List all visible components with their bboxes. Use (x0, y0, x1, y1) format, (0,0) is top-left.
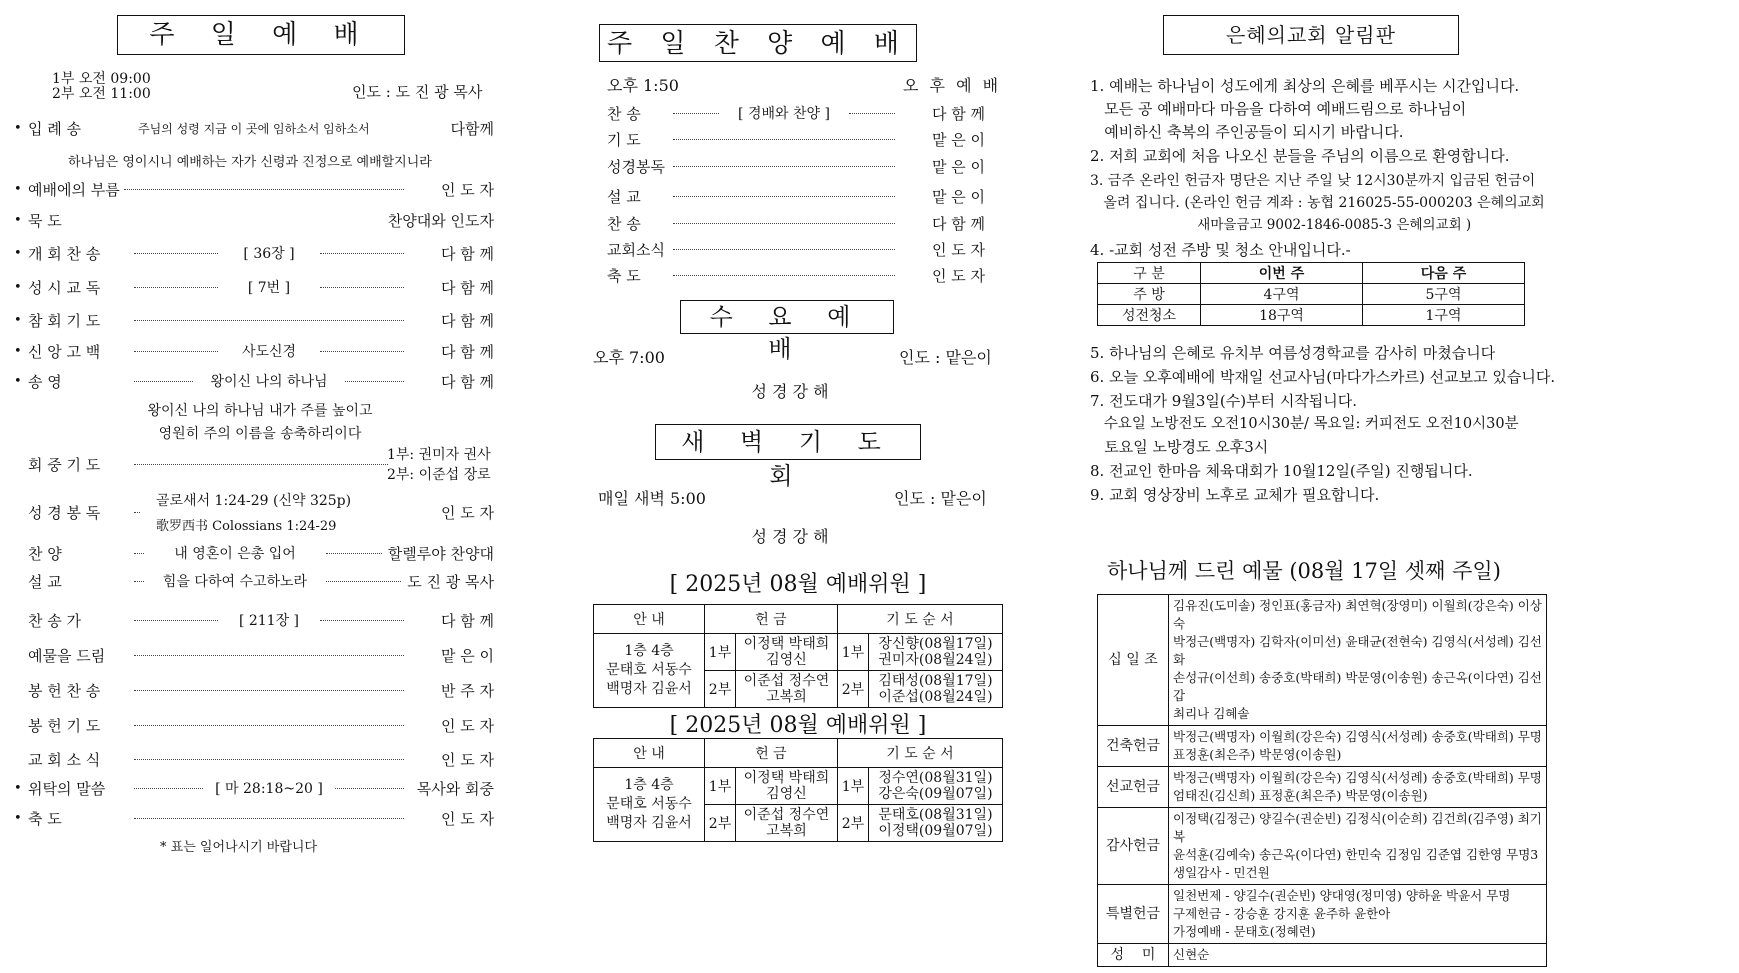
bullet-icon: • (14, 810, 22, 826)
order-item (14, 339, 494, 363)
leader-dots (673, 249, 895, 250)
notice-line: 2. 저희 교회에 처음 나오신 분들을 주님의 이름으로 환영합니다. (1090, 147, 1510, 165)
item-label: 찬 송 (607, 104, 641, 123)
item-mid: 왕이신 나의 하나님 (210, 374, 328, 390)
dawn-title: 새 벽 기 도 회 (655, 424, 921, 460)
leader-dots (134, 725, 404, 726)
leader-dots (134, 351, 218, 352)
prayer-1: 1부: 권미자 권사 (387, 447, 491, 463)
order-item (14, 177, 494, 201)
offering-label: 십 일 조 (1098, 595, 1169, 726)
leader-dots (134, 690, 404, 691)
item-label: 찬 양 (28, 544, 62, 563)
offering-names: 김유진(도미솔) 정인표(홍금자) 최연혁(장영미) 이월희(강은숙) 이상숙 박정근(백명자) 김학자(이미선) 윤태균(전현숙) 김영식(서성례) 김선화 손성규(이선희) 송중호(박태희) 박문영(이송원) 송근옥(이다연) 김선갑 최리나 김혜솔 (1169, 595, 1547, 726)
order-item (14, 241, 494, 265)
bullet-icon: • (14, 373, 22, 389)
item-label: 위탁의 말씀 (28, 779, 106, 798)
notice-line: 8. 전교인 한마음 체육대회가 10월12일(주일) 진행됩니다. (1090, 462, 1473, 480)
item-right: 다 함 께 (931, 104, 985, 123)
pm-item (607, 101, 985, 125)
offering-label: 특별헌금 (1098, 885, 1169, 944)
item-mid: [ 36장 ] (243, 246, 295, 262)
choir-row (14, 541, 494, 565)
leader-dots (326, 581, 401, 582)
pm-item (607, 211, 985, 235)
notice-line: 수요일 노방전도 오전10시30분/ 목요일: 커피전도 오전10시30분 (1090, 416, 1519, 432)
item-label: 교 회 소 식 (28, 750, 101, 769)
entrance-row (14, 116, 494, 140)
offering-names: 일천번제 - 양길수(권순빈) 양대영(정미영) 양하윤 박윤서 무명 구제헌금 - 강승훈 강지훈 윤주하 윤한아 가정예배 - 문태호(정혜련) (1169, 885, 1547, 944)
leader-dots (124, 189, 404, 190)
order-item (14, 308, 494, 332)
col-header: 헌 금 (705, 605, 838, 634)
notice-line: 3. 금주 온라인 헌금자 명단은 지난 주일 낮 12시30분까지 입금된 헌금이 (1090, 173, 1536, 189)
item-label: 축 도 (28, 809, 62, 828)
dawn-sub: 성 경 강 해 (751, 527, 829, 546)
item-right: 인 도 자 (440, 180, 494, 199)
notice-line: 4. -교회 성전 주방 및 청소 안내입니다.- (1090, 241, 1351, 259)
pm-label: 오 후 예 배 (903, 76, 1002, 95)
offering-label: 감사헌금 (1098, 808, 1169, 885)
item-label: 기 도 (607, 130, 641, 149)
leader-dots (134, 553, 144, 554)
leader-dots (320, 351, 404, 352)
col1-title: 주 일 예 배 (117, 15, 405, 55)
leader-dots (134, 620, 218, 621)
prayer-cell: 장신향(08월17일) 권미자(08월24일) (868, 634, 1002, 671)
wed-sub: 성 경 강 해 (751, 382, 829, 401)
item-label: 교회소식 (607, 240, 665, 259)
item-right: 맡 은 이 (440, 646, 494, 665)
offering-names: 이정택(김정근) 양길수(권순빈) 김정식(이순희) 김건희(김주영) 최기복 윤석훈(김예숙) 송근옥(이다연) 한민숙 김정임 김준엽 김한영 무명3 생일감사 - 민건원 (1169, 808, 1547, 885)
leader-dots (134, 512, 140, 513)
item-right: 다 함 께 (440, 278, 494, 297)
leader-dots (134, 818, 404, 819)
footnote: * 표는 일어나시기 바랍니다 (160, 840, 318, 855)
leader-dots (320, 620, 404, 621)
leader-dots (134, 253, 218, 254)
leader-dots (134, 759, 404, 760)
item-right: 다 함 께 (440, 244, 494, 263)
pm-item (607, 237, 985, 261)
offer-cell: 이준섭 정수연 고복희 (736, 671, 838, 708)
item-right: 맡 은 이 (931, 130, 985, 149)
offer-cell: 이준섭 정수연 고복희 (736, 805, 838, 842)
order-item (14, 713, 494, 737)
leader-dots (134, 655, 404, 656)
notice-line: 9. 교회 영상장비 노후로 교체가 필요합니다. (1090, 486, 1380, 504)
item-mid: [ 211장 ] (238, 613, 300, 629)
item-mid: [ 경배와 찬양 ] (738, 106, 830, 122)
item-label: 설 교 (607, 187, 641, 206)
item-label: 묵 도 (28, 211, 62, 230)
item-label: 회 중 기 도 (28, 455, 101, 474)
item-label: 찬 송 가 (28, 611, 82, 630)
prayer-cell: 문태호(08월31일) 이정택(09월07일) (868, 805, 1002, 842)
item-label: 예물을 드림 (28, 646, 106, 665)
item-right: 다 함 께 (440, 311, 494, 330)
leader-dots (673, 139, 895, 140)
committee-title-2: [ 2025년 08월 예배위원 ] (669, 713, 927, 738)
col-header: 헌 금 (705, 739, 838, 768)
offer-cell: 이정택 박태희 김영신 (736, 768, 838, 805)
offering-table (1097, 594, 1547, 967)
committee-title: [ 2025년 08월 예배위원 ] (669, 572, 927, 597)
item-mid: 내 영혼이 은총 입어 (174, 546, 296, 562)
praise-line: 영원히 주의 이름을 송축하리이다 (158, 426, 362, 442)
col-header: 안 내 (594, 739, 705, 768)
item-right: 반 주 자 (440, 681, 494, 700)
leader-dots (134, 320, 404, 321)
time-2: 2부 오전 11:00 (52, 86, 151, 102)
col-header: 이번 주 (1201, 263, 1363, 284)
benediction-row (14, 806, 494, 830)
leader-dots (320, 287, 404, 288)
item-label: 송 영 (28, 372, 62, 391)
verse: 하나님은 영이시니 예배하는 자가 신령과 진정으로 예배할지니라 (68, 155, 432, 170)
leader-dots (345, 381, 404, 382)
item-right: 목사와 회중 (416, 779, 494, 798)
committee-table-2: 안 내 헌 금 기 도 순 서 1층 4층 문태호 서동수 백명자 김윤서 1부 이정택 박태희 김영신 1부 정수연(08월31일) 강은숙(09월07일) 2부 이준섭 정수연 고복희 2부 문태호(08월31일) 이정택(09월07일) (593, 738, 1003, 842)
item-right: 맡 은 이 (931, 157, 985, 176)
leader-dots (134, 287, 218, 288)
item-label: 입 례 송 (28, 119, 82, 138)
pm-item (607, 127, 985, 151)
offering-label: 선교헌금 (1098, 767, 1169, 808)
bullet-icon: • (14, 279, 22, 295)
notice-line: 5. 하나님의 은혜로 유치부 여름성경학교를 감사히 마쳤습니다 (1090, 344, 1496, 362)
order-item (14, 608, 494, 632)
prayer-cell: 김태성(08월17일) 이준섭(08월24일) (868, 671, 1002, 708)
pm-item (607, 263, 985, 287)
leader-dots (335, 788, 404, 789)
notice-line: 7. 전도대가 9월3일(수)부터 시작됩니다. (1090, 392, 1358, 410)
pm-time: 오후 1:50 (607, 76, 679, 95)
praise-line: 왕이신 나의 하나님 내가 주를 높이고 (147, 403, 373, 419)
col-header: 기 도 순 서 (837, 605, 1002, 634)
leader-dots (673, 196, 895, 197)
wed-time: 오후 7:00 (593, 348, 665, 367)
offering-names: 박정근(백명자) 이월희(강은숙) 김영식(서성례) 송중호(박태희) 무명 엄태진(김신희) 표정훈(최은주) 박문영(이송원) (1169, 767, 1547, 808)
item-label: 성경봉독 (607, 157, 665, 176)
item-label: 성 시 교 독 (28, 278, 101, 297)
notice-line: 1. 예배는 하나님이 성도에게 최상의 은혜를 베푸시는 시간입니다. (1090, 77, 1520, 95)
bullet-icon: • (14, 780, 22, 796)
item-mid: 주님의 성령 지금 이 곳에 임하소서 임하소서 (138, 121, 370, 136)
col-header: 안 내 (594, 605, 705, 634)
scripture-ref: 골로새서 1:24-29 (신약 325p) (156, 493, 352, 509)
col2-title: 주 일 찬 양 예 배 (599, 24, 917, 62)
item-right: 다 함 께 (931, 214, 985, 233)
col-header: 기 도 순 서 (837, 739, 1002, 768)
notice-line: 모든 공 예배마다 마음을 다하여 예배드림으로 하나님이 (1090, 100, 1467, 118)
sermon-row (14, 569, 494, 593)
dawn-leader: 인도 : 맡은이 (894, 489, 987, 508)
item-right: 인 도 자 (440, 809, 494, 828)
leader-dots (673, 223, 895, 224)
bullet-icon: • (14, 343, 22, 359)
leader-dots (326, 553, 382, 554)
item-right: 도 진 광 목사 (407, 572, 494, 591)
item-right: 할렐루야 찬양대 (387, 544, 494, 563)
wed-leader: 인도 : 맡은이 (899, 348, 992, 367)
notice-line: 토요일 노방경도 오후3시 (1090, 438, 1269, 456)
item-label: 신 앙 고 백 (28, 342, 101, 361)
item-label: 참 회 기 도 (28, 311, 101, 330)
item-label: 개 회 찬 송 (28, 244, 101, 263)
item-right: 맡 은 이 (931, 187, 985, 206)
item-label: 봉 헌 찬 송 (28, 681, 101, 700)
item-mid: 힘을 다하여 수고하노라 (162, 574, 308, 590)
notice-line: 예비하신 축복의 주인공들이 되시기 바랍니다. (1090, 123, 1404, 141)
scripture-ref-cn: 歌罗西书 Colossians 1:24-29 (156, 519, 337, 534)
item-label: 찬 송 (607, 214, 641, 233)
offering-names: 신현순 (1169, 944, 1547, 967)
col-header: 다음 주 (1363, 263, 1525, 284)
bullet-icon: • (14, 120, 22, 136)
item-mid: 사도신경 (241, 344, 297, 360)
item-right: 인 도 자 (931, 266, 985, 285)
item-mid: [ 7번 ] (247, 280, 291, 296)
order-item (14, 369, 494, 393)
notice-line: 새마을금고 9002-1846-0085-3 은혜의교회 ) (1090, 217, 1472, 233)
item-right: 다 함 께 (440, 342, 494, 361)
dawn-time: 매일 새벽 5:00 (598, 489, 706, 508)
pm-item (607, 184, 985, 208)
item-right: 인 도 자 (440, 716, 494, 735)
order-item (14, 208, 494, 232)
time-1: 1부 오전 09:00 (52, 71, 151, 87)
leader-dots (849, 113, 895, 114)
offering-label: 건축헌금 (1098, 726, 1169, 767)
leader-dots (673, 113, 719, 114)
leader-dots (134, 464, 388, 465)
offering-names: 박정근(백명자) 이월희(강은숙) 김영식(서성례) 송중호(박태희) 무명 표정훈(최은주) 박문영(이송원) (1169, 726, 1547, 767)
prayer-2: 2부: 이준섭 장로 (387, 467, 491, 483)
wed-title: 수 요 예 배 (680, 300, 894, 334)
item-right: 다 함 께 (440, 611, 494, 630)
pm-item (607, 154, 985, 178)
item-label: 성 경 봉 독 (28, 503, 101, 522)
bullet-icon: • (14, 212, 22, 228)
bullet-icon: • (14, 312, 22, 328)
leader-dots (673, 275, 895, 276)
item-label: 봉 헌 기 도 (28, 716, 101, 735)
item-right: 인 도 자 (931, 240, 985, 259)
order-item (14, 275, 494, 299)
commission-row (14, 776, 494, 800)
col3-title: 은혜의교회 알림판 (1163, 15, 1459, 55)
bullet-icon: • (14, 181, 22, 197)
item-label: 설 교 (28, 572, 62, 591)
notice-line: 올려 집니다. (온라인 헌금 계좌 : 농협 216025-55-000203 은혜의교회 (1090, 195, 1545, 211)
cleaning-table: 구 분 이번 주 다음 주 주 방 4구역 5구역 성전청소 18구역 1구역 (1097, 262, 1525, 326)
leader-dots (320, 253, 404, 254)
offer-cell: 이정택 박태희 김영신 (736, 634, 838, 671)
item-right: 다 함 께 (440, 372, 494, 391)
offering-label: 성 미 (1098, 944, 1169, 967)
item-right: 다함께 (450, 119, 494, 138)
leader-dots (134, 788, 203, 789)
item-right: 인 도 자 (440, 750, 494, 769)
leader-dots (134, 381, 193, 382)
bullet-icon: • (14, 245, 22, 261)
item-mid: [ 마 28:18~20 ] (215, 781, 323, 797)
notice-line: 6. 오늘 오후예배에 박재일 선교사님(마다가스카르) 선교보고 있습니다. (1090, 368, 1556, 386)
offering-title: 하나님께 드린 예물 (08월 17일 셋째 주일) (1107, 559, 1501, 583)
leader-dots (673, 166, 895, 167)
order-item (14, 747, 494, 771)
guide-cell: 1층 4층 문태호 서동수 백명자 김윤서 (594, 768, 705, 842)
leader-dots (134, 581, 144, 582)
committee-table-1: 안 내 헌 금 기 도 순 서 1층 4층 문태호 서동수 백명자 김윤서 1부 이정택 박태희 김영신 1부 장신향(08월17일) 권미자(08월24일) 2부 이준섭 정수연 고복희 2부 김태성(08월17일) 이준섭(08월24일) (593, 604, 1003, 708)
item-right: 찬양대와 인도자 (387, 211, 494, 230)
leader: 인도 : 도 진 광 목사 (352, 83, 483, 101)
guide-cell: 1층 4층 문태호 서동수 백명자 김윤서 (594, 634, 705, 708)
order-item (14, 678, 494, 702)
prayer-cell: 정수연(08월31일) 강은숙(09월07일) (868, 768, 1002, 805)
col-header: 구 분 (1098, 263, 1201, 284)
order-item (14, 643, 494, 667)
item-label: 예배에의 부름 (28, 180, 120, 199)
item-right: 인 도 자 (440, 503, 494, 522)
item-label: 축 도 (607, 266, 641, 285)
